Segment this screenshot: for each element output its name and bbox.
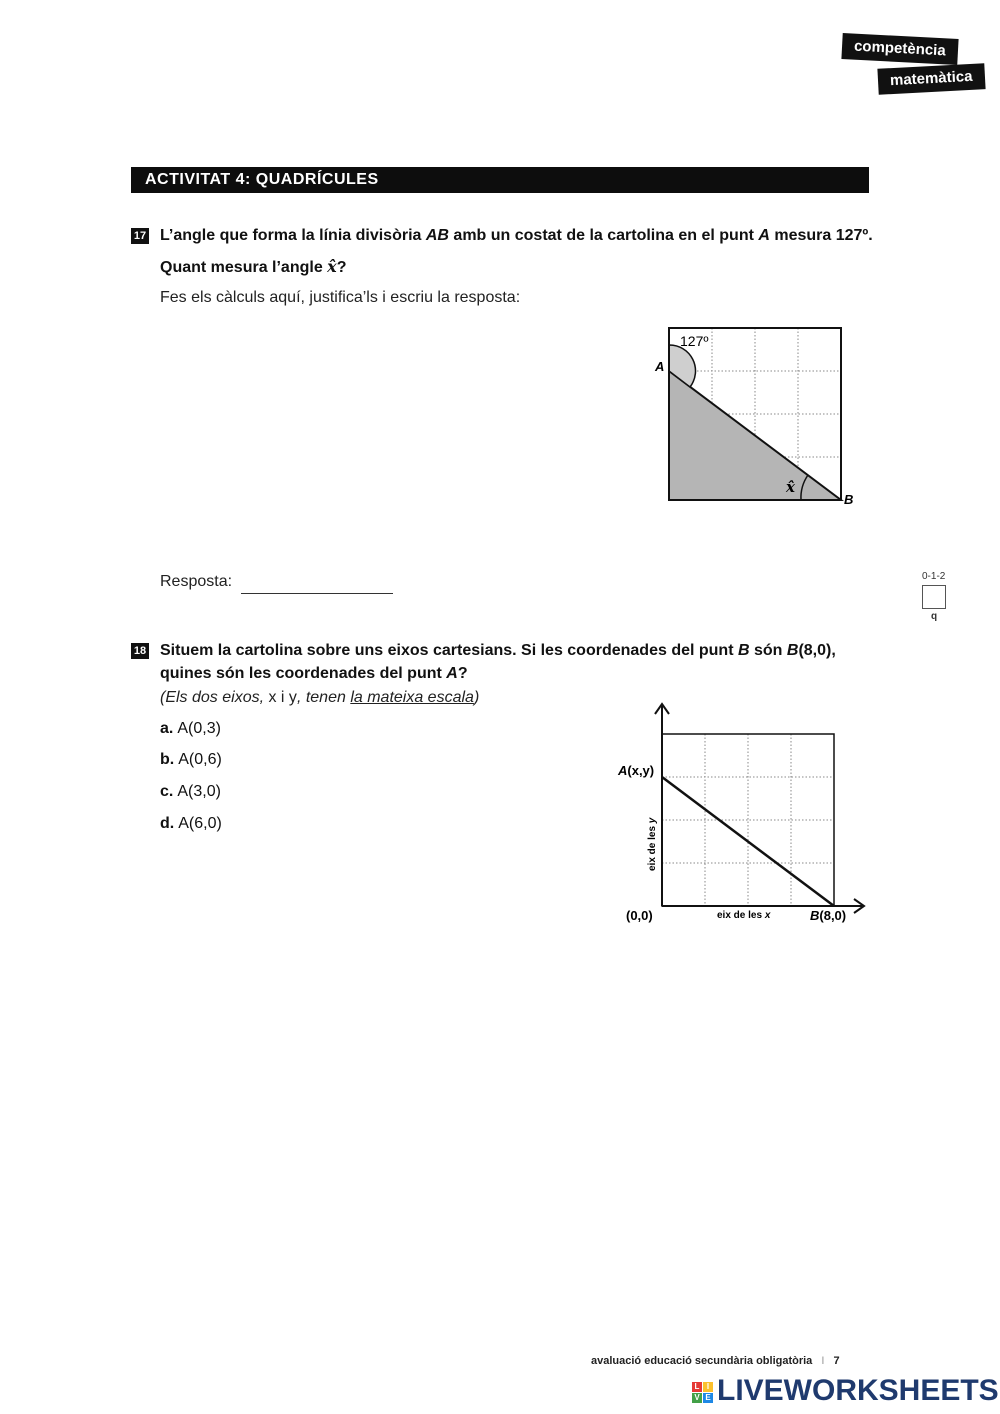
q18-label-a-coords: (x,y) xyxy=(627,763,655,778)
q17-figure xyxy=(640,322,870,518)
question-17-text-line1 xyxy=(160,225,873,247)
option-c[interactable] xyxy=(160,781,221,803)
q18-note-part: , tenen xyxy=(296,689,351,706)
q18-text-part: quines són les coordenades del punt xyxy=(160,665,447,682)
q18-point-b: B xyxy=(737,642,750,659)
q18-segment-ab xyxy=(662,777,834,906)
score-scale: 0-1-2 xyxy=(922,571,946,582)
footer-separator: I xyxy=(821,1355,825,1367)
q18-note-part: x i y xyxy=(268,689,297,706)
question-17-text-line2 xyxy=(160,256,346,279)
footer-text: avaluació educació secundària obligatòria xyxy=(591,1355,813,1367)
y-axis-label-text: eix de les xyxy=(647,823,658,871)
page-number: 7 xyxy=(833,1355,840,1367)
option-value: A(0,3) xyxy=(177,720,221,737)
q18-figure xyxy=(610,696,870,932)
x-axis-label xyxy=(717,910,771,921)
q17-angle-127-label: 127º xyxy=(680,333,709,349)
question-18-text-line2 xyxy=(160,663,468,685)
x-axis-label-text: eix de les xyxy=(717,910,765,921)
option-value: A(6,0) xyxy=(178,815,222,832)
logo-mark-letter: L xyxy=(692,1382,702,1392)
q17-angle-x: x̂ xyxy=(327,257,337,276)
q17-segment-ab: AB xyxy=(425,227,449,244)
q18-text-part: ? xyxy=(457,665,468,682)
activity-title: ACTIVITAT 4: QUADRÍCULES xyxy=(131,167,869,193)
option-letter: d. xyxy=(160,815,175,832)
q18-label-b xyxy=(810,908,846,923)
q17-label-a: A xyxy=(655,359,665,374)
x-axis-label-var: x xyxy=(764,910,771,921)
q18-label-b-coords: (8,0) xyxy=(819,908,847,923)
q17-triangle xyxy=(669,371,841,500)
q17-text-part: Quant mesura l’angle xyxy=(160,259,328,276)
liveworksheets-logo xyxy=(692,1374,999,1408)
q17-label-b: B xyxy=(844,492,854,507)
option-letter: c. xyxy=(160,783,174,800)
q18-note-part: ) xyxy=(473,689,480,706)
logo-mark-letter: V xyxy=(692,1393,702,1403)
option-value: A(3,0) xyxy=(177,783,221,800)
q18-note-part: (Els dos eixos, xyxy=(160,689,269,706)
question-17-instruction: Fes els càlculs aquí, justifica’ls i escriu la resposta: xyxy=(160,289,521,306)
q18-grid xyxy=(662,734,834,906)
logo-mark-letter: E xyxy=(703,1393,713,1403)
question-18-note xyxy=(160,687,479,709)
q18-label-a-letter: A xyxy=(618,763,628,778)
q18-text-part: són xyxy=(749,642,787,659)
q17-label-x: x̂ xyxy=(786,478,795,496)
q18-point-a: A xyxy=(446,665,458,682)
question-17-number: 17 xyxy=(131,228,149,244)
q18-label-origin: (0,0) xyxy=(626,908,653,923)
score-box[interactable] xyxy=(922,585,946,609)
q17-text-part: amb un costat de la cartolina en el punt xyxy=(448,227,759,244)
q18-text-part: Situem la cartolina sobre uns eixos cartesians. Si les coordenades del punt xyxy=(160,642,738,659)
q18-label-a xyxy=(617,763,654,778)
option-value: A(0,6) xyxy=(178,751,222,768)
option-letter: a. xyxy=(160,720,174,737)
q18-note-underlined: la mateixa escala xyxy=(350,689,474,706)
option-b[interactable] xyxy=(160,749,222,771)
option-letter: b. xyxy=(160,751,175,768)
q17-text-part: mesura 127º. xyxy=(769,227,873,244)
competencia-tag: competència xyxy=(841,33,958,65)
logo-mark-letter: I xyxy=(703,1382,713,1392)
liveworksheets-logo-icon xyxy=(692,1382,713,1403)
question-18-number: 18 xyxy=(131,643,149,659)
y-axis-label xyxy=(647,817,658,871)
q18-text-part: (8,0), xyxy=(798,642,836,659)
y-axis-label-var: y xyxy=(647,817,658,824)
score-letter: q xyxy=(931,611,938,622)
q17-text-part: ? xyxy=(336,259,347,276)
answer-label: Resposta: xyxy=(160,573,233,590)
q17-text-part: L’angle que forma la línia divisòria xyxy=(160,227,426,244)
matematica-tag: matemàtica xyxy=(877,63,985,95)
liveworksheets-brand-text: LIVEWORKSHEETS xyxy=(717,1374,999,1407)
question-18-text-line1 xyxy=(160,640,836,662)
q17-point-a: A xyxy=(758,227,770,244)
option-a[interactable] xyxy=(160,718,221,740)
option-d[interactable] xyxy=(160,813,222,835)
footer xyxy=(591,1355,840,1367)
q18-point-b: B xyxy=(786,642,799,659)
answer-input-line[interactable] xyxy=(241,593,393,594)
q18-label-b-letter: B xyxy=(810,908,820,923)
